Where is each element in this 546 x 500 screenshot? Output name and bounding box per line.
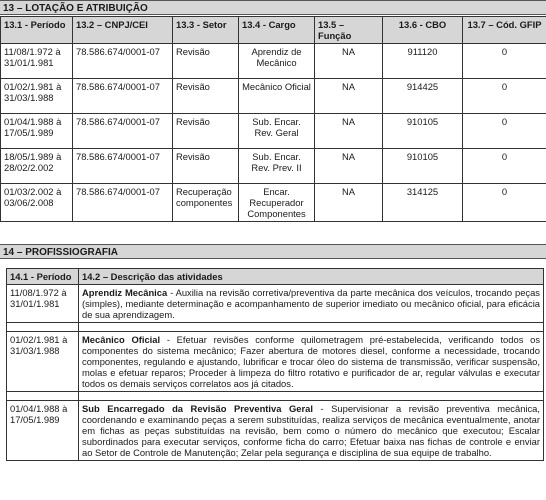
cargo-cell: Sub. Encar. Rev. Geral: [239, 114, 315, 149]
descricao-cell: [79, 401, 544, 461]
header-cnpj: 13.2 – CNPJ/CEI: [73, 17, 173, 44]
funcao-cell: NA: [315, 79, 383, 114]
gfip-cell: 0: [463, 149, 546, 184]
setor-cell: Revisão: [173, 149, 239, 184]
lotacao-atribuicao-table: [0, 16, 546, 222]
table-row: [7, 332, 544, 392]
table-row: [1, 79, 546, 114]
setor-cell: Revisão: [173, 79, 239, 114]
periodo-cell: 01/02/1.981 à 31/03/1.988: [7, 332, 79, 392]
spacer-row: [7, 392, 544, 401]
activity-text: - Auxilia na revisão corretiva/preventiva da parte mecânica dos veículos, trocando peças (simples), mediante determinação e acompanhamento de superior imediato ou mecânico oficial, para eficácia de sua aprendizagem.: [82, 287, 540, 320]
table-row: [1, 184, 546, 222]
descricao-cell: [79, 332, 544, 392]
gfip-cell: 0: [463, 114, 546, 149]
cargo-cell: Encar. Recuperador Componentes: [239, 184, 315, 222]
header-cbo: 13.6 - CBO: [383, 17, 463, 44]
periodo-cell: 11/08/1.972 à 31/01/1.981: [7, 285, 79, 323]
section-13-title: 13 – LOTAÇÃO E ATRIBUIÇÃO: [0, 0, 546, 15]
cnpj-cell: 78.586.674/0001-07: [73, 79, 173, 114]
header-funcao: 13.5 – Função: [315, 17, 383, 44]
activity-text: - Supervisionar a revisão preventiva mecânica, coordenando e examinando peças a serem substituídas, realiza serviços de mecânica eventualmente, anotar em fichas as peças substituídas na revisão, bem como o número do mecânico que executou; Escalar subordinados para executar serviços, conforme ficha do carro; Efetuar baixa nas fichas de controle e enviar ao Setor de Controle de Manutenção; Zelar pela segurança e disciplina de sua equipe de trabalho.: [82, 403, 540, 458]
funcao-cell: NA: [315, 114, 383, 149]
spacer-row: [7, 323, 544, 332]
gfip-cell: 0: [463, 79, 546, 114]
cargo-cell: Aprendiz de Mecânico: [239, 44, 315, 79]
header-descricao: 14.2 – Descrição das atividades: [79, 269, 544, 285]
activity-title: Sub Encarregado da Revisão Preventiva Geral: [82, 403, 313, 414]
cargo-cell: Mecânico Oficial: [239, 79, 315, 114]
periodo-cell: 01/04/1.988 à 17/05/1.989: [1, 114, 73, 149]
cbo-cell: 911120: [383, 44, 463, 79]
profissiografia-table: [6, 268, 544, 461]
cnpj-cell: 78.586.674/0001-07: [73, 149, 173, 184]
header-periodo: 14.1 - Período: [7, 269, 79, 285]
cbo-cell: 314125: [383, 184, 463, 222]
table-row: [1, 149, 546, 184]
setor-cell: Revisão: [173, 44, 239, 79]
cnpj-cell: 78.586.674/0001-07: [73, 114, 173, 149]
setor-cell: Revisão: [173, 114, 239, 149]
cbo-cell: 914425: [383, 79, 463, 114]
activity-title: Aprendiz Mecânica: [82, 287, 168, 298]
table-row: [7, 285, 544, 323]
cargo-cell: Sub. Encar. Rev. Prev. II: [239, 149, 315, 184]
setor-cell: Recuperação componentes: [173, 184, 239, 222]
section-14-title: 14 – PROFISSIOGRAFIA: [0, 244, 546, 259]
activity-title: Mecânico Oficial: [82, 334, 161, 345]
funcao-cell: NA: [315, 184, 383, 222]
funcao-cell: NA: [315, 149, 383, 184]
table-row: [1, 114, 546, 149]
periodo-cell: 18/05/1.989 à 28/02/2.002: [1, 149, 73, 184]
gfip-cell: 0: [463, 44, 546, 79]
header-periodo: 13.1 - Período: [1, 17, 73, 44]
cbo-cell: 910105: [383, 149, 463, 184]
periodo-cell: 01/03/2.002 à 03/06/2.008: [1, 184, 73, 222]
periodo-cell: 01/02/1.981 à 31/03/1.988: [1, 79, 73, 114]
funcao-cell: NA: [315, 44, 383, 79]
cnpj-cell: 78.586.674/0001-07: [73, 184, 173, 222]
table-header-row: [1, 17, 546, 44]
cnpj-cell: 78.586.674/0001-07: [73, 44, 173, 79]
periodo-cell: 11/08/1.972 à 31/01/1.981: [1, 44, 73, 79]
gfip-cell: 0: [463, 184, 546, 222]
descricao-cell: [79, 285, 544, 323]
table-header-row: [7, 269, 544, 285]
periodo-cell: 01/04/1.988 à 17/05/1.989: [7, 401, 79, 461]
cbo-cell: 910105: [383, 114, 463, 149]
header-cargo: 13.4 - Cargo: [239, 17, 315, 44]
table-row: [7, 401, 544, 461]
header-gfip: 13.7 – Cód. GFIP: [463, 17, 546, 44]
header-setor: 13.3 - Setor: [173, 17, 239, 44]
activity-text: - Efetuar revisões conforme quilometragem pré-estabelecida, verificando todos os componentes do sistema mecânico; Fazer abertura de motores diesel, conforme a necessidade, trocando componentes, regulando e ajustando, lubrificar e trocar óleo do sistema de transmissão, verificar suspensão, molas e efetuar reparos; Proceder à limpeza do filtro rotativo e purificador de ar, regular válvulas e executar todos os demais serviços correlatos aos já citados.: [82, 334, 541, 389]
table-row: [1, 44, 546, 79]
